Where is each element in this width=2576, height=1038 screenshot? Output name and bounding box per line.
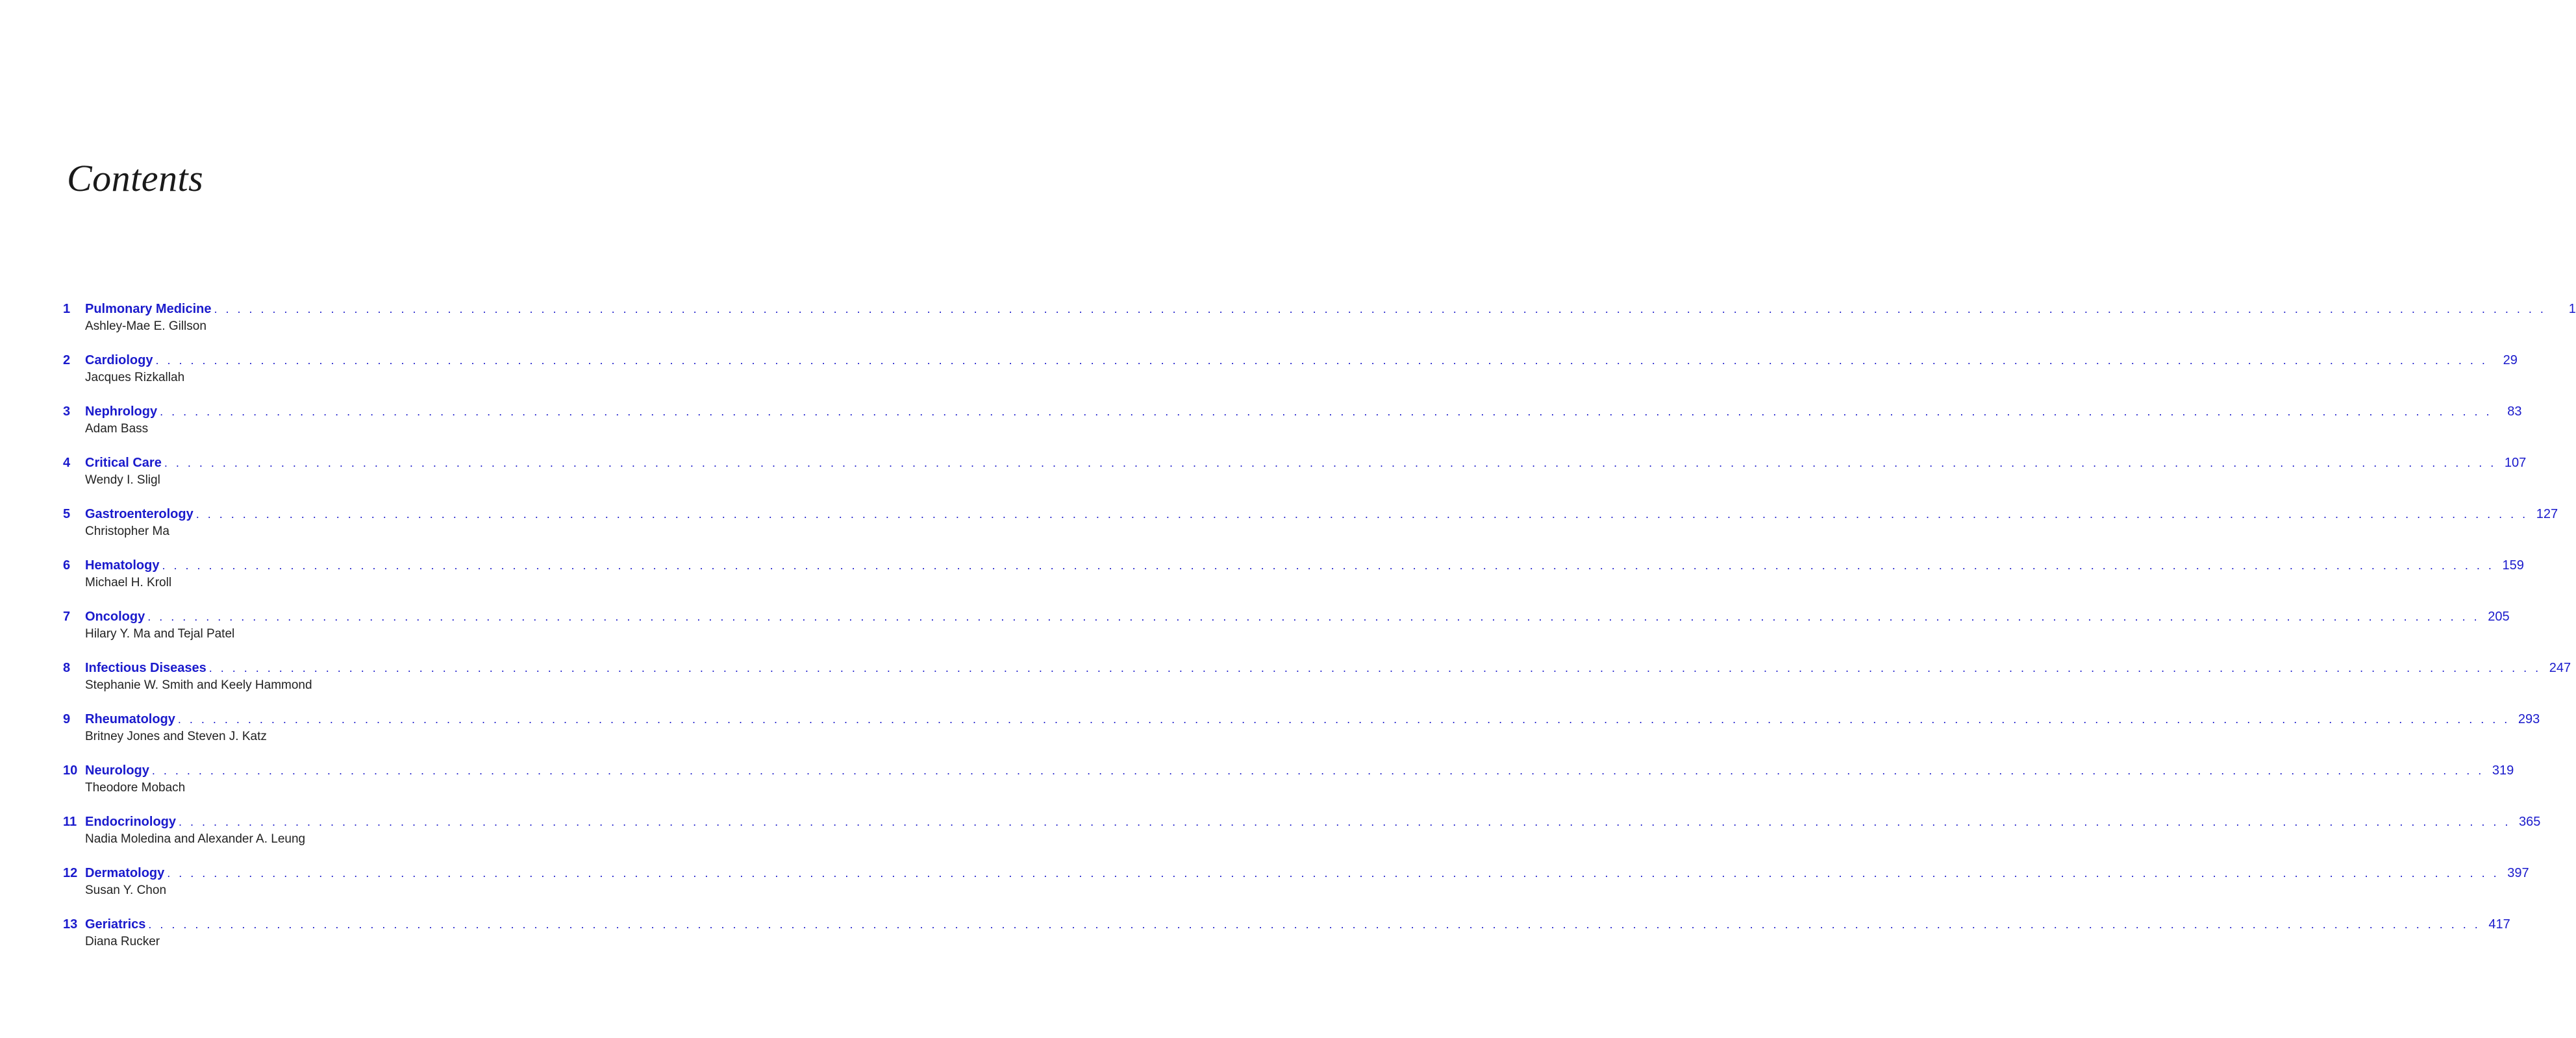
toc-entry-link[interactable] bbox=[63, 710, 2540, 728]
page-number[interactable]: 365 bbox=[2519, 815, 2541, 829]
chapter-title[interactable]: Geriatrics bbox=[85, 917, 146, 932]
chapter-title[interactable]: Cardiology bbox=[85, 353, 153, 367]
toc-entry-link[interactable] bbox=[63, 864, 2529, 882]
page-number[interactable]: 247 bbox=[2549, 661, 2571, 675]
chapter-title[interactable]: Gastroenterology bbox=[85, 507, 194, 521]
dot-leader: . . . . . . . . . . . . . . . . . . . . . . . . . . . . . . . . . . . . . . . . . . . . . . . . . . . . . . . . . . . . . . . . . . . . . . . . . . . . . . . . . . . . . . . . . . . . . . . . . . . . . . . . . . . . . . . . . . . . . . . . . . . . . . . . . . . . . . . . . . . . . . . . . . . . . . . . . . . . . . . . . . . . . . . . . . . . . . . . . . . . . . . . . . . . . . . . . . . . . . . . bbox=[214, 303, 2546, 315]
page-number[interactable]: 293 bbox=[2518, 712, 2540, 726]
chapter-title[interactable]: Pulmonary Medicine bbox=[85, 302, 212, 316]
chapter-number[interactable]: 8 bbox=[63, 661, 71, 675]
chapter-author: Jacques Rizkallah bbox=[85, 371, 185, 384]
chapter-title[interactable]: Rheumatology bbox=[85, 712, 175, 726]
chapter-author: Michael H. Kroll bbox=[85, 576, 172, 589]
chapter-author: Diana Rucker bbox=[85, 935, 160, 948]
toc-entry bbox=[63, 659, 2571, 698]
chapter-title[interactable]: Endocrinology bbox=[85, 815, 176, 829]
dot-leader: . . . . . . . . . . . . . . . . . . . . . . . . . . . . . . . . . . . . . . . . . . . . . . . . . . . . . . . . . . . . . . . . . . . . . . . . . . . . . . . . . . . . . . . . . . . . . . . . . . . . . . . . . . . . . . . . . . . . . . . . . . . . . . . . . . . . . . . . . . . . . . . . . . . . . . . . . . . . . . . . . . . . . . . . . . . . . . . . . . . . . . . . . . . . . . . . . . . . . . . . bbox=[179, 815, 2511, 828]
chapter-number[interactable]: 12 bbox=[63, 866, 78, 880]
chapter-title[interactable]: Neurology bbox=[85, 763, 149, 778]
toc-entry-link[interactable] bbox=[63, 402, 2522, 421]
chapter-number[interactable]: 5 bbox=[63, 507, 71, 521]
dot-leader: . . . . . . . . . . . . . . . . . . . . . . . . . . . . . . . . . . . . . . . . . . . . . . . . . . . . . . . . . . . . . . . . . . . . . . . . . . . . . . . . . . . . . . . . . . . . . . . . . . . . . . . . . . . . . . . . . . . . . . . . . . . . . . . . . . . . . . . . . . . . . . . . . . . . . . . . . . . . . . . . . . . . . . . . . . . . . . . . . . . . . . . . . . . . . . . . . . . . . . . . bbox=[167, 867, 2499, 880]
page-number[interactable]: 319 bbox=[2492, 763, 2514, 778]
toc-entry-link[interactable] bbox=[63, 556, 2524, 575]
toc-entry-link[interactable] bbox=[63, 813, 2541, 831]
chapter-number[interactable]: 4 bbox=[63, 456, 71, 470]
dot-leader: . . . . . . . . . . . . . . . . . . . . . . . . . . . . . . . . . . . . . . . . . . . . . . . . . . . . . . . . . . . . . . . . . . . . . . . . . . . . . . . . . . . . . . . . . . . . . . . . . . . . . . . . . . . . . . . . . . . . . . . . . . . . . . . . . . . . . . . . . . . . . . . . . . . . . . . . . . . . . . . . . . . . . . . . . . . . . . . . . . . . . . . . . . . . . . . . . . . . . . . . bbox=[164, 456, 2497, 469]
chapter-title[interactable]: Nephrology bbox=[85, 404, 158, 419]
chapter-title[interactable]: Critical Care bbox=[85, 456, 162, 470]
page-number[interactable]: 107 bbox=[2504, 456, 2527, 470]
toc-entry bbox=[63, 608, 2510, 647]
toc-entry bbox=[63, 915, 2510, 954]
toc-entry bbox=[63, 351, 2518, 390]
toc-entry-link[interactable] bbox=[63, 608, 2510, 626]
dot-leader: . . . . . . . . . . . . . . . . . . . . . . . . . . . . . . . . . . . . . . . . . . . . . . . . . . . . . . . . . . . . . . . . . . . . . . . . . . . . . . . . . . . . . . . . . . . . . . . . . . . . . . . . . . . . . . . . . . . . . . . . . . . . . . . . . . . . . . . . . . . . . . . . . . . . . . . . . . . . . . . . . . . . . . . . . . . . . . . . . . . . . . . . . . . . . . . . . . . . . . . . bbox=[177, 713, 2510, 726]
chapter-number[interactable]: 7 bbox=[63, 610, 71, 624]
dot-leader: . . . . . . . . . . . . . . . . . . . . . . . . . . . . . . . . . . . . . . . . . . . . . . . . . . . . . . . . . . . . . . . . . . . . . . . . . . . . . . . . . . . . . . . . . . . . . . . . . . . . . . . . . . . . . . . . . . . . . . . . . . . . . . . . . . . . . . . . . . . . . . . . . . . . . . . . . . . . . . . . . . . . . . . . . . . . . . . . . . . . . . . . . . . . . . . . . . . . . . . . bbox=[148, 918, 2481, 931]
chapter-number[interactable]: 9 bbox=[63, 712, 71, 726]
chapter-author: Hilary Y. Ma and Tejal Patel bbox=[85, 627, 235, 641]
chapter-author: Christopher Ma bbox=[85, 525, 169, 538]
chapter-number[interactable]: 2 bbox=[63, 353, 71, 367]
toc-entry bbox=[63, 454, 2527, 493]
toc-entry bbox=[63, 813, 2541, 852]
page-title: Contents bbox=[67, 157, 204, 199]
toc-entry bbox=[63, 864, 2529, 903]
dot-leader: . . . . . . . . . . . . . . . . . . . . . . . . . . . . . . . . . . . . . . . . . . . . . . . . . . . . . . . . . . . . . . . . . . . . . . . . . . . . . . . . . . . . . . . . . . . . . . . . . . . . . . . . . . . . . . . . . . . . . . . . . . . . . . . . . . . . . . . . . . . . . . . . . . . . . . . . . . . . . . . . . . . . . . . . . . . . . . . . . . . . . . . . . . . . . . . . . . . . . . . . bbox=[208, 661, 2542, 674]
chapter-title[interactable]: Infectious Diseases bbox=[85, 661, 206, 675]
toc-entry bbox=[63, 300, 2576, 339]
dot-leader: . . . . . . . . . . . . . . . . . . . . . . . . . . . . . . . . . . . . . . . . . . . . . . . . . . . . . . . . . . . . . . . . . . . . . . . . . . . . . . . . . . . . . . . . . . . . . . . . . . . . . . . . . . . . . . . . . . . . . . . . . . . . . . . . . . . . . . . . . . . . . . . . . . . . . . . . . . . . . . . . . . . . . . . . . . . . . . . . . . . . . . . . . . . . . . . . . . . . . . . . bbox=[162, 559, 2494, 572]
chapter-author: Britney Jones and Steven J. Katz bbox=[85, 730, 267, 743]
toc-entry-link[interactable] bbox=[63, 505, 2558, 523]
toc-entry bbox=[63, 710, 2540, 749]
toc-entry-link[interactable] bbox=[63, 300, 2576, 318]
chapter-title[interactable]: Oncology bbox=[85, 610, 145, 624]
toc-entry-link[interactable] bbox=[63, 761, 2514, 780]
chapter-author: Ashley-Mae E. Gillson bbox=[85, 319, 206, 333]
toc-entry-link[interactable] bbox=[63, 351, 2518, 369]
page-number[interactable]: 83 bbox=[2507, 404, 2522, 419]
chapter-number[interactable]: 11 bbox=[63, 815, 77, 829]
dot-leader: . . . . . . . . . . . . . . . . . . . . . . . . . . . . . . . . . . . . . . . . . . . . . . . . . . . . . . . . . . . . . . . . . . . . . . . . . . . . . . . . . . . . . . . . . . . . . . . . . . . . . . . . . . . . . . . . . . . . . . . . . . . . . . . . . . . . . . . . . . . . . . . . . . . . . . . . . . . . . . . . . . . . . . . . . . . . . . . . . . . . . . . . . . . . . . . . . . . . . . . . bbox=[160, 405, 2492, 418]
chapter-author: Theodore Mobach bbox=[85, 781, 186, 795]
dot-leader: . . . . . . . . . . . . . . . . . . . . . . . . . . . . . . . . . . . . . . . . . . . . . . . . . . . . . . . . . . . . . . . . . . . . . . . . . . . . . . . . . . . . . . . . . . . . . . . . . . . . . . . . . . . . . . . . . . . . . . . . . . . . . . . . . . . . . . . . . . . . . . . . . . . . . . . . . . . . . . . . . . . . . . . . . . . . . . . . . . . . . . . . . . . . . . . . . . . . . . . . bbox=[155, 354, 2488, 367]
toc-entry-link[interactable] bbox=[63, 659, 2571, 677]
dot-leader: . . . . . . . . . . . . . . . . . . . . . . . . . . . . . . . . . . . . . . . . . . . . . . . . . . . . . . . . . . . . . . . . . . . . . . . . . . . . . . . . . . . . . . . . . . . . . . . . . . . . . . . . . . . . . . . . . . . . . . . . . . . . . . . . . . . . . . . . . . . . . . . . . . . . . . . . . . . . . . . . . . . . . . . . . . . . . . . . . . . . . . . . . . . . . . . . . . . . . . . . bbox=[151, 764, 2484, 777]
toc-entry bbox=[63, 761, 2514, 800]
chapter-number[interactable]: 6 bbox=[63, 558, 71, 573]
toc-entry bbox=[63, 402, 2522, 441]
chapter-title[interactable]: Dermatology bbox=[85, 866, 165, 880]
chapter-author: Adam Bass bbox=[85, 422, 149, 436]
toc-entry-link[interactable] bbox=[63, 454, 2527, 472]
chapter-author: Susan Y. Chon bbox=[85, 884, 167, 897]
chapter-number[interactable]: 1 bbox=[63, 302, 71, 316]
chapter-number[interactable]: 10 bbox=[63, 763, 78, 778]
page-number[interactable]: 397 bbox=[2507, 866, 2529, 880]
page-number[interactable]: 417 bbox=[2488, 917, 2510, 932]
chapter-author: Nadia Moledina and Alexander A. Leung bbox=[85, 832, 306, 846]
chapter-author: Stephanie W. Smith and Keely Hammond bbox=[85, 678, 312, 692]
chapter-title[interactable]: Hematology bbox=[85, 558, 160, 573]
page-number[interactable]: 29 bbox=[2503, 353, 2518, 367]
dot-leader: . . . . . . . . . . . . . . . . . . . . . . . . . . . . . . . . . . . . . . . . . . . . . . . . . . . . . . . . . . . . . . . . . . . . . . . . . . . . . . . . . . . . . . . . . . . . . . . . . . . . . . . . . . . . . . . . . . . . . . . . . . . . . . . . . . . . . . . . . . . . . . . . . . . . . . . . . . . . . . . . . . . . . . . . . . . . . . . . . . . . . . . . . . . . . . . . . . . . . . . . bbox=[195, 508, 2529, 521]
page-number[interactable]: 127 bbox=[2536, 507, 2558, 521]
chapter-number[interactable]: 3 bbox=[63, 404, 71, 419]
page-number[interactable]: 159 bbox=[2502, 558, 2524, 573]
page-number[interactable]: 1 bbox=[2568, 302, 2576, 316]
toc-entry-link[interactable] bbox=[63, 915, 2510, 933]
page-number[interactable]: 205 bbox=[2488, 610, 2510, 624]
chapter-number[interactable]: 13 bbox=[63, 917, 78, 932]
toc-entry bbox=[63, 556, 2524, 595]
toc-entry bbox=[63, 505, 2558, 544]
dot-leader: . . . . . . . . . . . . . . . . . . . . . . . . . . . . . . . . . . . . . . . . . . . . . . . . . . . . . . . . . . . . . . . . . . . . . . . . . . . . . . . . . . . . . . . . . . . . . . . . . . . . . . . . . . . . . . . . . . . . . . . . . . . . . . . . . . . . . . . . . . . . . . . . . . . . . . . . . . . . . . . . . . . . . . . . . . . . . . . . . . . . . . . . . . . . . . . . . . . . . . . . bbox=[147, 610, 2480, 623]
chapter-author: Wendy I. Sligl bbox=[85, 473, 160, 487]
